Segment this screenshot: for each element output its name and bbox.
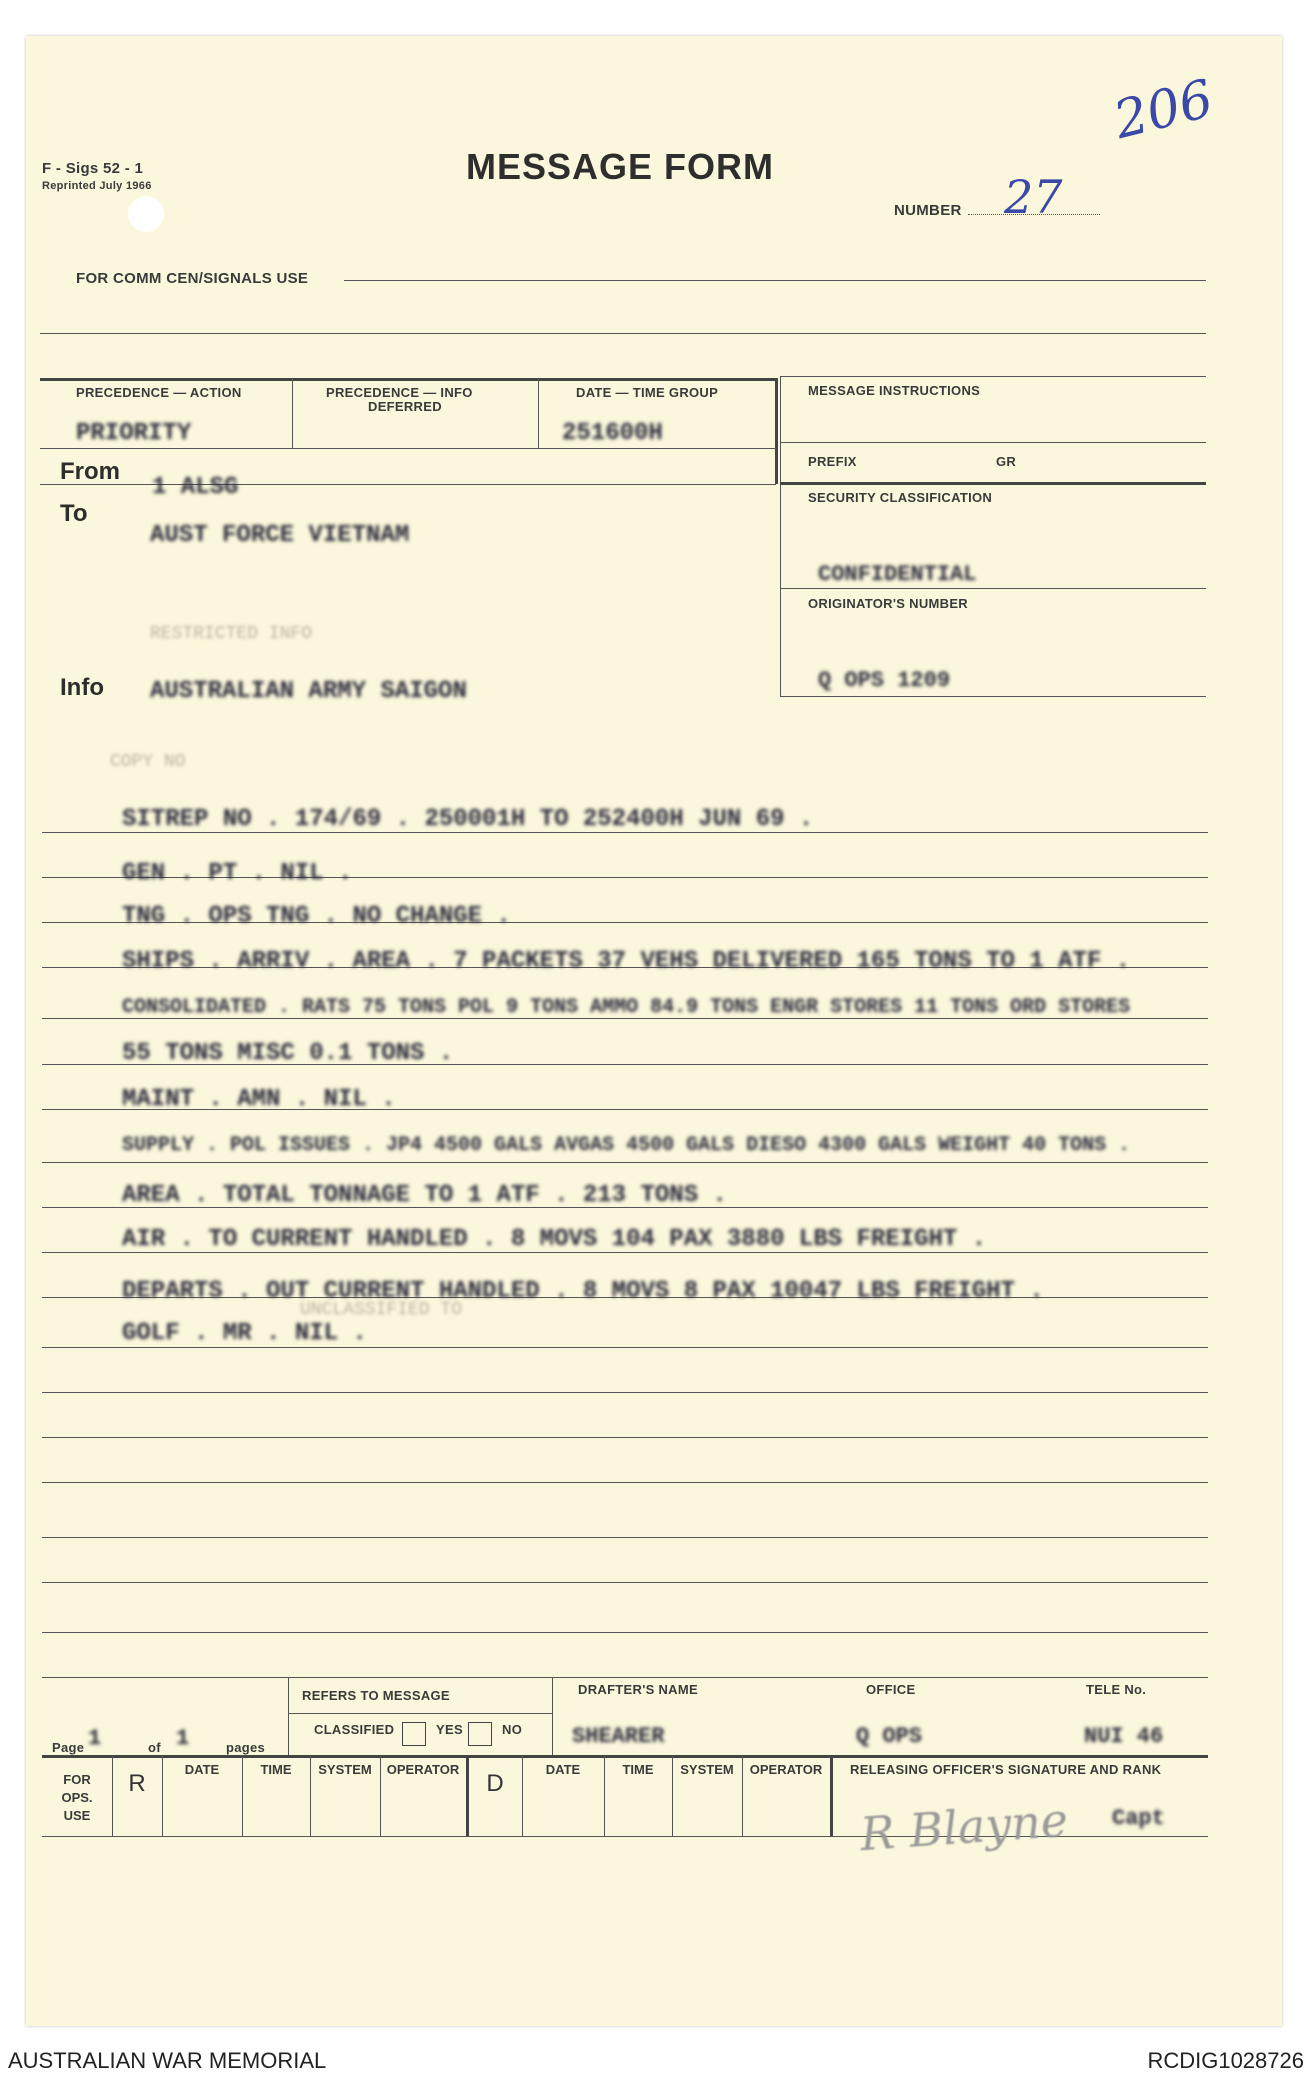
faint-mark-3: COPY NO (110, 752, 186, 772)
d-time-label: TIME (622, 1762, 654, 1777)
body-line-5: CONSOLIDATED . RATS 75 TONS POL 9 TONS AMMO 84.9 TONS ENGR STORES 11 TONS ORD STORES (122, 996, 1131, 1019)
body-line-10: AIR . TO CURRENT HANDLED . 8 MOVS 104 PAX 3880 LBS FREIGHT . (122, 1226, 987, 1253)
body-line-12: GOLF . MR . NIL . (122, 1320, 367, 1347)
info-label: Info (60, 674, 104, 701)
ops-use-label-1: FOR (63, 1772, 91, 1787)
number-value: 27 (1004, 170, 1063, 224)
to-label: To (60, 500, 88, 527)
office-label: OFFICE (866, 1682, 916, 1697)
body-line-9: AREA . TOTAL TONNAGE TO 1 ATF . 213 TONS . (122, 1182, 727, 1209)
reprinted-note: Reprinted July 1966 (42, 180, 152, 192)
tele-label: TELE No. (1086, 1682, 1147, 1697)
footer-source: AUSTRALIAN WAR MEMORIAL (8, 2048, 327, 2073)
body-line-11: DEPARTS . OUT CURRENT HANDLED . 8 MOVS 8 PAX 10047 LBS FREIGHT . (122, 1278, 1044, 1305)
drafter-label: DRAFTER'S NAME (578, 1682, 698, 1697)
r-operator-label: OPERATOR (386, 1762, 460, 1777)
body-line-8: SUPPLY . POL ISSUES . JP4 4500 GALS AVGAS 4500 GALS DIESO 4300 GALS WEIGHT 40 TONS . (122, 1134, 1131, 1157)
r-time-label: TIME (260, 1762, 292, 1777)
form-title: MESSAGE FORM (466, 146, 775, 187)
classified-no-checkbox[interactable] (468, 1722, 492, 1746)
dtg-value: 251600H (562, 420, 663, 447)
d-system-label: SYSTEM (680, 1762, 734, 1777)
no-label: NO (502, 1722, 523, 1737)
ops-use-label-3: USE (63, 1808, 91, 1823)
security-label: SECURITY CLASSIFICATION (808, 490, 993, 505)
precedence-info-label: PRECEDENCE — INFO (326, 385, 473, 400)
pages-label: pages (226, 1740, 266, 1755)
d-label: D (486, 1770, 504, 1797)
office-value: Q OPS (856, 1724, 923, 1749)
gr-label: GR (996, 454, 1017, 469)
page-label: Page (52, 1740, 85, 1755)
body-line-1: SITREP NO . 174/69 . 250001H TO 252400H JUN 69 . (122, 806, 814, 833)
yes-label: YES (436, 1722, 463, 1737)
form-code: F - Sigs 52 - 1 (42, 160, 144, 177)
punch-hole (128, 196, 164, 232)
corner-handwriting: 206 (1108, 68, 1220, 152)
drafter-value: SHEARER (572, 1724, 665, 1749)
refers-label: REFERS TO MESSAGE (302, 1688, 450, 1703)
message-instructions-label: MESSAGE INSTRUCTIONS (808, 383, 981, 398)
from-label: From (60, 458, 120, 485)
of-value: 1 (176, 1726, 190, 1751)
number-label: NUMBER (894, 202, 962, 219)
originator-label: ORIGINATOR'S NUMBER (808, 596, 968, 611)
r-date-label: DATE (184, 1762, 220, 1777)
dtg-label: DATE — TIME GROUP (576, 385, 719, 400)
classified-label: CLASSIFIED (314, 1722, 395, 1737)
page-value: 1 (88, 1726, 102, 1751)
r-label: R (128, 1770, 146, 1797)
body-line-3: TNG . OPS TNG . NO CHANGE . (122, 903, 511, 930)
releasing-label: RELEASING OFFICER'S SIGNATURE AND RANK (850, 1762, 1162, 1777)
precedence-action-label: PRECEDENCE — ACTION (76, 385, 242, 400)
body-line-7: MAINT . AMN . NIL . (122, 1086, 396, 1113)
footer-id: RCDIG1028726 (1147, 2048, 1304, 2073)
precedence-action-value: PRIORITY (76, 420, 192, 447)
body-line-4: SHIPS . ARRIV . AREA . 7 PACKETS 37 VEHS DELIVERED 165 TONS TO 1 ATF . (122, 948, 1131, 975)
rank-value: Capt (1112, 1806, 1165, 1831)
d-operator-label: OPERATOR (749, 1762, 823, 1777)
comm-cen-label: FOR COMM CEN/SIGNALS USE (76, 270, 309, 287)
prefix-label: PREFIX (808, 454, 857, 469)
r-system-label: SYSTEM (318, 1762, 372, 1777)
body-line-2: GEN . PT . NIL . (122, 860, 353, 887)
d-date-label: DATE (545, 1762, 581, 1777)
of-label: of (148, 1740, 161, 1755)
ops-use-label-2: OPS. (61, 1790, 93, 1805)
faint-mark-2: UNCLASSIFIED TO (300, 1300, 463, 1320)
faint-mark-1: RESTRICTED INFO (150, 624, 313, 644)
classified-yes-checkbox[interactable] (402, 1722, 426, 1746)
security-value: CONFIDENTIAL (818, 562, 977, 587)
officer-signature: R Blayne (858, 1792, 1070, 1862)
from-value: 1 ALSG (152, 474, 239, 501)
originator-value: Q OPS 1209 (818, 668, 951, 693)
body-line-6: 55 TONS MISC 0.1 TONS . (122, 1040, 454, 1067)
to-value: AUST FORCE VIETNAM (150, 522, 410, 549)
deferred-label: DEFERRED (368, 399, 442, 414)
tele-value: NUI 46 (1084, 1724, 1164, 1749)
info-value: AUSTRALIAN ARMY SAIGON (150, 678, 467, 705)
